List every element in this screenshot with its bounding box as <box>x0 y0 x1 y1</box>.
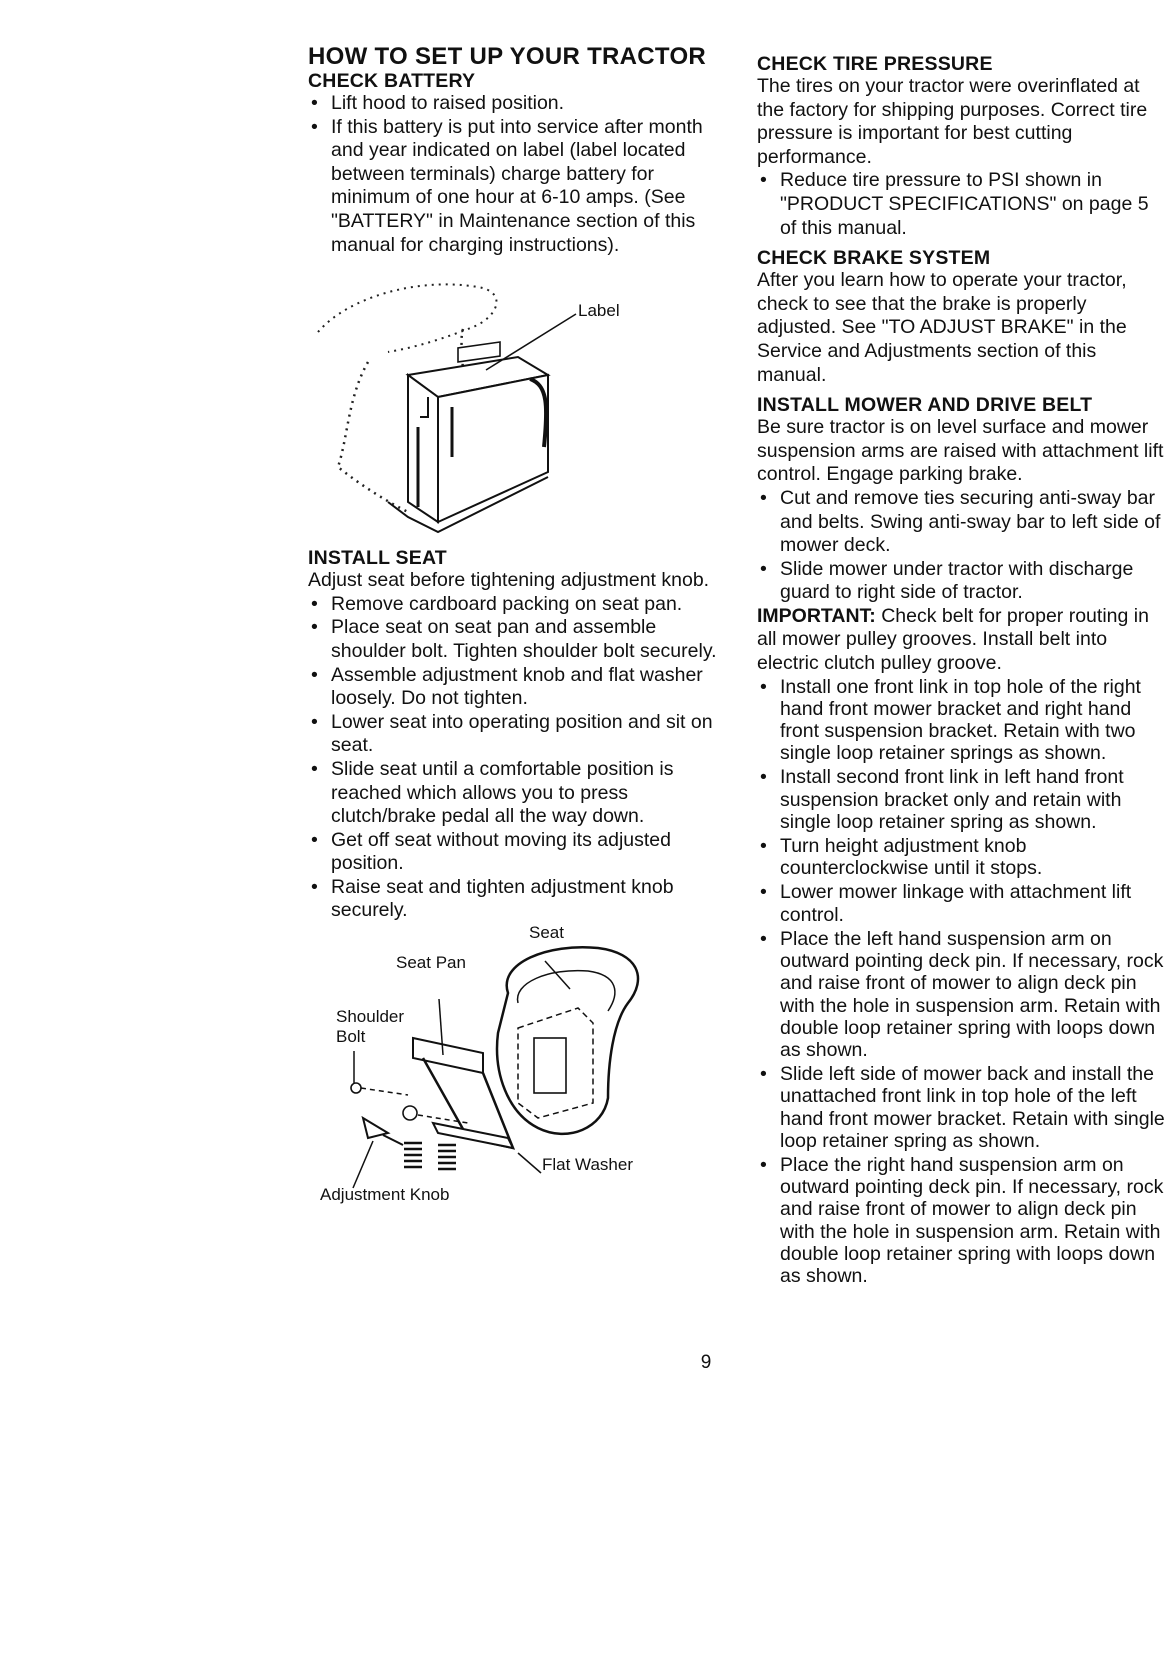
label-callout: Label <box>578 301 620 321</box>
check-tire-body: The tires on your tractor were overinflated at the factory for shipping purposes. Correct tire pressure is important for best cutting performance. <box>757 75 1148 168</box>
list-item: • Place the right hand suspension arm on outward pointing deck pin. If necessary, rock and raise front of mower to align deck pin with the hole in suspension arm. Retain with double loop retainer spring with loops down as shown. <box>757 1154 1167 1287</box>
list-item: • Slide seat until a comfortable position is reached which allows you to press clutch/brake pedal all the way down. <box>308 758 724 829</box>
list-item: • If this battery is put into service after month and year indicated on label (label located between terminals) charge battery for minimum of one hour at 6-10 amps. (See "BATTERY" in Maintenance section of this manual for charging instructions). <box>308 116 724 258</box>
seat-drawing <box>308 923 724 1193</box>
check-tire-list <box>757 169 1167 240</box>
list-item: • Place the left hand suspension arm on outward pointing deck pin. If necessary, rock and raise front of mower to align deck pin with the hole in suspension arm. Retain with double loop retainer spring with loops down as shown. <box>757 928 1167 1061</box>
check-brake-body: After you learn how to operate your tractor, check to see that the brake is properly adjusted. See "TO ADJUST BRAKE" in the Service and Adjustments section of this manual. <box>757 269 1127 386</box>
check-battery-list <box>308 92 724 257</box>
list-item: • Slide mower under tractor with discharge guard to right side of tractor. <box>757 558 1167 605</box>
battery-drawing <box>308 257 724 547</box>
list-item: • Raise seat and tighten adjustment knob securely. <box>308 876 724 923</box>
install-mower-list-b <box>757 676 1167 1287</box>
left-column <box>308 43 724 1205</box>
seat-callout: Seat <box>529 923 564 943</box>
check-battery-heading: CHECK BATTERY <box>308 70 476 92</box>
list-item: • Cut and remove ties securing anti-sway bar and belts. Swing anti-sway bar to left side of mower deck. <box>757 487 1167 558</box>
install-mower-heading: INSTALL MOWER AND DRIVE BELT <box>757 394 1093 417</box>
list-item: • Install second front link in left hand front suspension bracket only and retain with single loop retainer spring as shown. <box>757 766 1167 833</box>
page-title: HOW TO SET UP YOUR TRACTOR <box>308 43 707 70</box>
list-item: • Lower mower linkage with attachment lift control. <box>757 881 1167 925</box>
list-item: • Remove cardboard packing on seat pan. <box>308 593 724 617</box>
important-note <box>757 605 1167 676</box>
battery-illustration <box>308 257 724 547</box>
list-item: • Assemble adjustment knob and flat washer loosely. Do not tighten. <box>308 664 724 711</box>
install-mower-list-a <box>757 487 1167 605</box>
shoulder-bolt-callout: Shoulder Bolt <box>336 1007 405 1047</box>
list-item: • Turn height adjustment knob counterclockwise until it stops. <box>757 835 1167 879</box>
install-seat-intro: Adjust seat before tightening adjustment knob. <box>308 569 710 592</box>
list-item: • Lower seat into operating position and sit on seat. <box>308 711 724 758</box>
install-seat-list <box>308 593 724 923</box>
list-item: • Slide left side of mower back and install the unattached front link in top hole of the left hand front mower bracket. Retain with single loop retainer spring as shown. <box>757 1063 1167 1152</box>
flat-washer-callout: Flat Washer <box>542 1155 634 1175</box>
list-item: • Reduce tire pressure to PSI shown in "PRODUCT SPECIFICATIONS" on page 5 of this manual. <box>757 169 1167 240</box>
list-item: • Place seat on seat pan and assemble shoulder bolt. Tighten shoulder bolt securely. <box>308 616 724 663</box>
seat-pan-callout: Seat Pan <box>396 953 466 973</box>
check-tire-heading: CHECK TIRE PRESSURE <box>757 53 993 75</box>
install-mower-intro: Be sure tractor is on level surface and mower suspension arms are raised with attachment lift control. Engage parking brake. <box>757 416 1164 486</box>
adjustment-knob-callout: Adjustment Knob <box>320 1185 450 1205</box>
list-item: • Get off seat without moving its adjusted position. <box>308 829 724 876</box>
list-item: • Lift hood to raised position. <box>308 92 724 116</box>
important-text: Check belt for proper routing in all mower pulley grooves. Install belt into electric clutch pulley groove. <box>757 604 1149 675</box>
install-seat-heading: INSTALL SEAT <box>308 547 447 570</box>
page-number: 9 <box>700 1352 712 1373</box>
seat-illustration <box>308 923 724 1205</box>
check-brake-heading: CHECK BRAKE SYSTEM <box>757 247 991 270</box>
list-item: • Install one front link in top hole of the right hand front mower bracket and right hand front suspension bracket. Retain with two single loop retainer springs as shown. <box>757 676 1167 765</box>
right-column <box>757 44 1167 1287</box>
important-label: IMPORTANT: <box>757 604 876 627</box>
